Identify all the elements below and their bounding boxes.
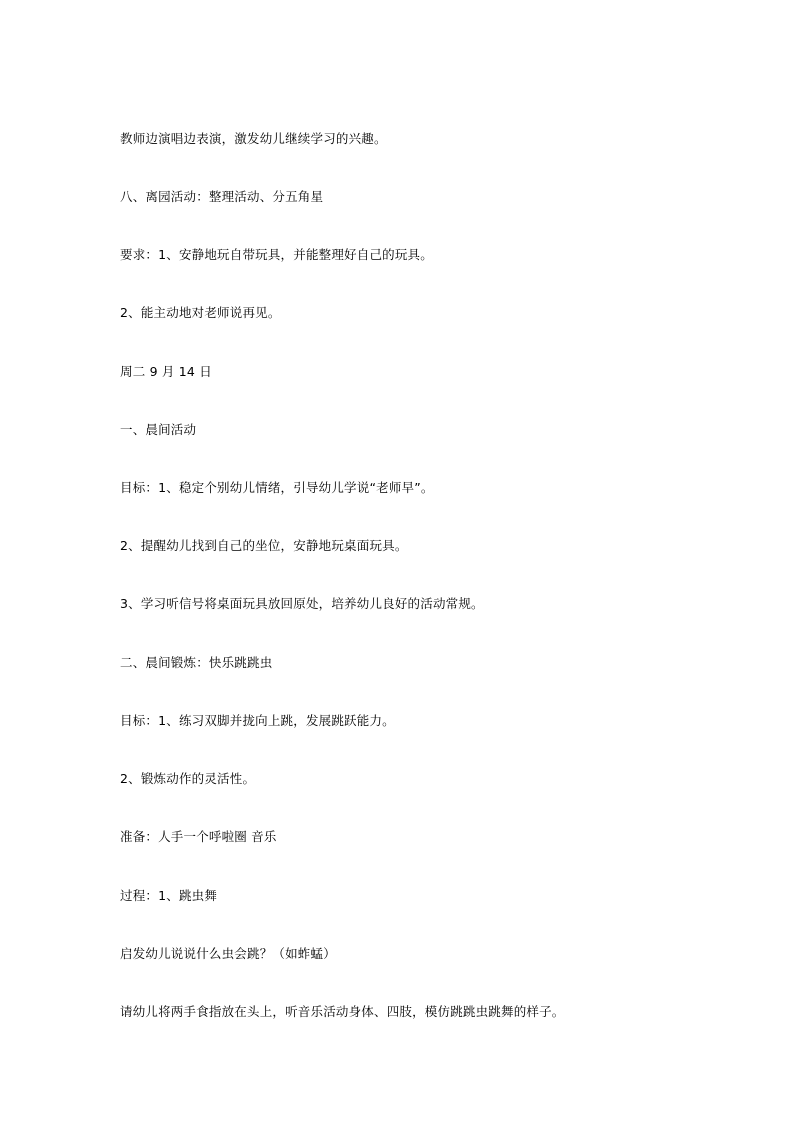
heading-section-2-morning-exercise: 二、晨间锻炼：快乐跳跳虫 xyxy=(120,655,273,670)
paragraph-exercise-goal-2: 2、锻炼动作的灵活性。 xyxy=(120,771,256,786)
paragraph-requirement-2: 2、能主动地对老师说再见。 xyxy=(120,305,281,320)
paragraph-goal-2: 2、提醒幼儿找到自己的坐位，安静地玩桌面玩具。 xyxy=(120,538,408,553)
paragraph-process-1: 过程：1、跳虫舞 xyxy=(120,888,218,903)
paragraph-imitate-dance: 请幼儿将两手食指放在头上，听音乐活动身体、四肢，模仿跳跳虫跳舞的样子。 xyxy=(120,1004,565,1019)
paragraph-goal-3: 3、学习听信号将桌面玩具放回原处，培养幼儿良好的活动常规。 xyxy=(120,596,484,611)
heading-date-tuesday: 周二 9 月 14 日 xyxy=(120,364,212,379)
paragraph-exercise-goal-1: 目标：1、练习双脚并拢向上跳，发展跳跃能力。 xyxy=(120,713,395,728)
paragraph-requirement-1: 要求：1、安静地玩自带玩具，并能整理好自己的玩具。 xyxy=(120,247,433,262)
paragraph-teacher-performance: 教师边演唱边表演，激发幼儿继续学习的兴趣。 xyxy=(120,131,387,146)
paragraph-goal-1: 目标：1、稳定个别幼儿情绪，引导幼儿学说“老师早”。 xyxy=(120,480,434,495)
heading-section-8-departure: 八、离园活动：整理活动、分五角星 xyxy=(120,189,324,204)
heading-section-1-morning-activity: 一、晨间活动 xyxy=(120,422,197,437)
paragraph-inspire-question: 启发幼儿说说什么虫会跳？（如蚱蜢） xyxy=(120,946,336,961)
paragraph-preparation: 准备：人手一个呼啦圈 音乐 xyxy=(120,829,277,844)
